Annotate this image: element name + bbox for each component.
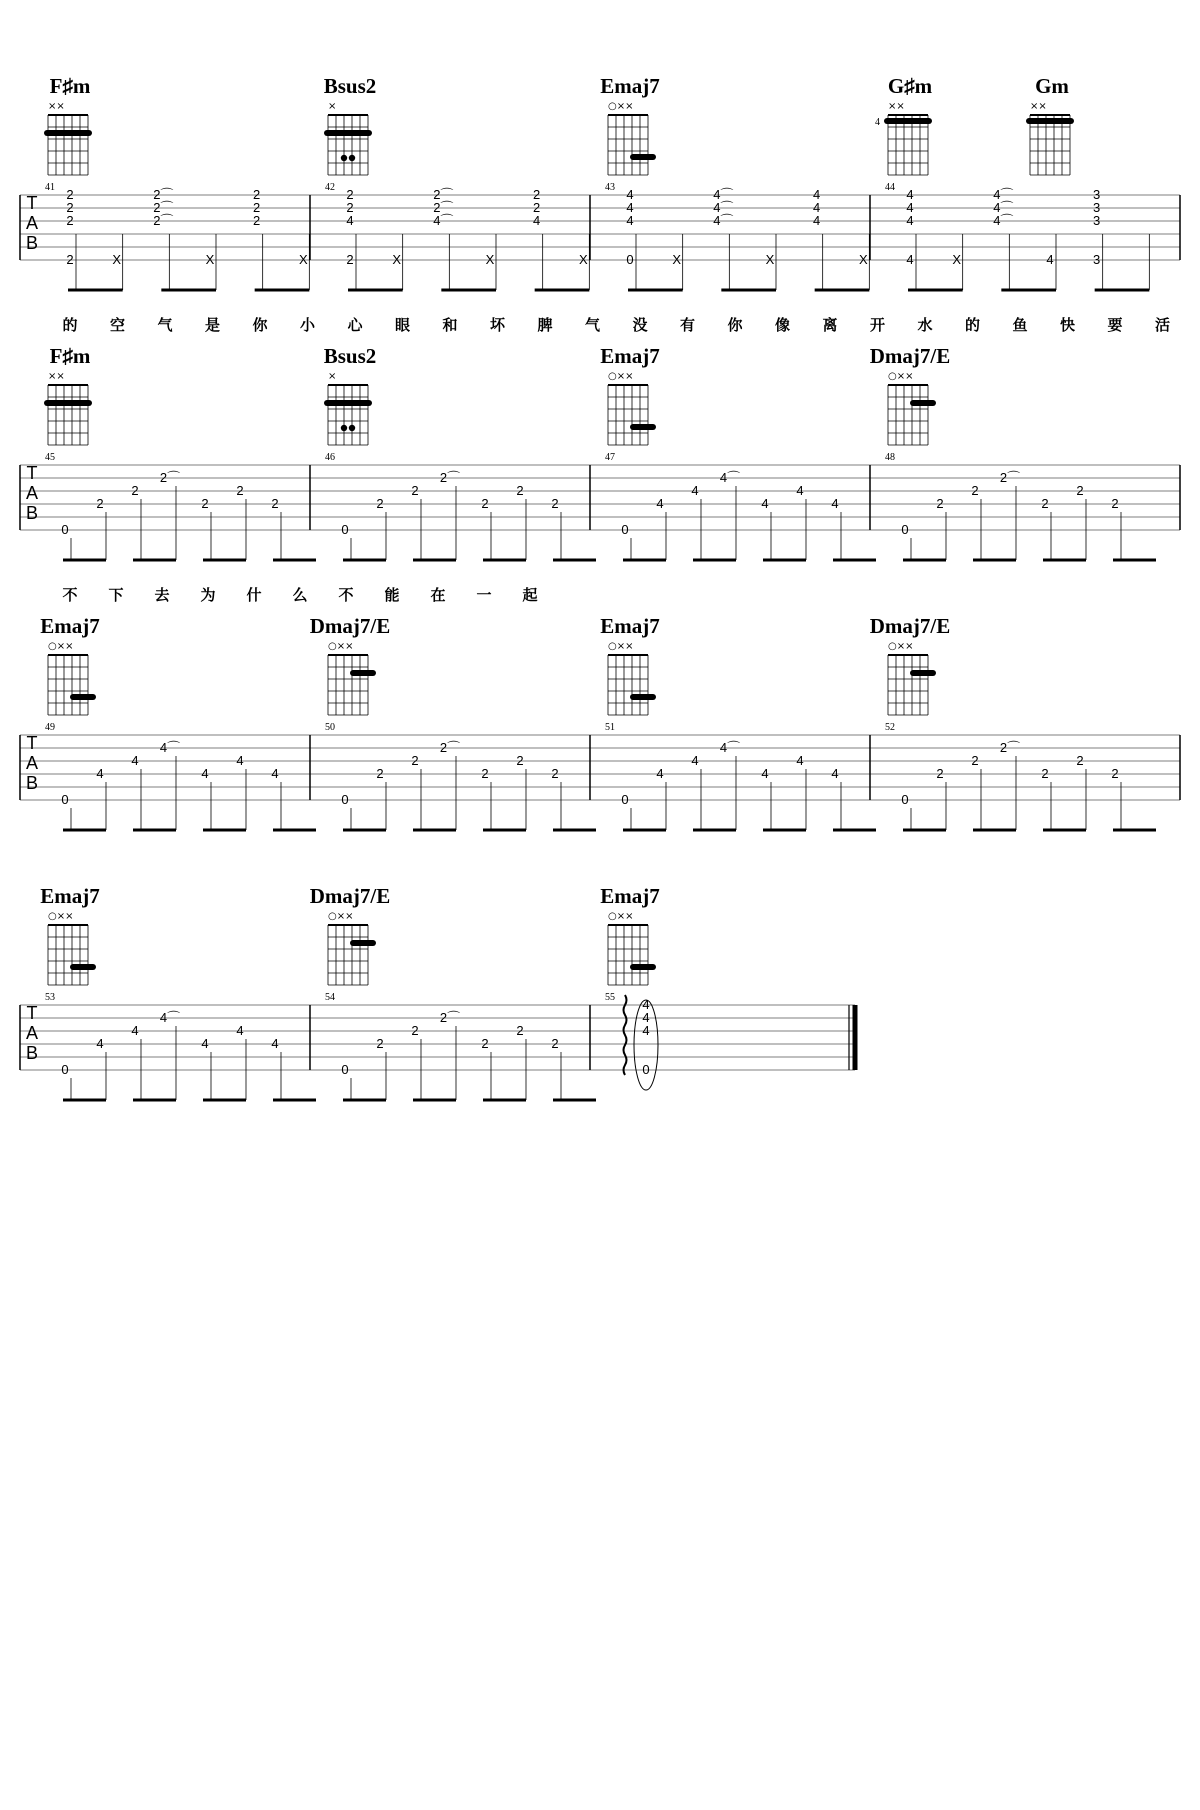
chord-diagram xyxy=(888,655,936,715)
tab-note: 2 xyxy=(66,252,74,267)
tab-note: 2 xyxy=(481,1036,489,1051)
tab-note: 2 xyxy=(411,1023,419,1038)
finger-bar xyxy=(70,694,96,700)
lyric-char: 的 xyxy=(964,316,981,334)
tab-note: 4⌒ xyxy=(713,213,734,228)
chord-diagram xyxy=(44,115,92,175)
tab-note: 2 xyxy=(481,766,489,781)
chord-name: G♯m xyxy=(887,74,933,98)
tab-note: X xyxy=(205,252,215,267)
string-markers: ○×× xyxy=(48,641,74,652)
barre xyxy=(324,130,372,136)
finger-bar xyxy=(630,964,656,970)
tab-note: 0 xyxy=(341,522,349,537)
tab-note: 2 xyxy=(201,496,209,511)
tab-note: 4 xyxy=(626,213,634,228)
tab-note: 4 xyxy=(761,766,769,781)
lyric-char: 去 xyxy=(154,586,170,604)
string-markers: ×× xyxy=(48,101,65,112)
finger-dot xyxy=(349,155,355,161)
tab-note: 2 xyxy=(411,753,419,768)
tab-note: 2 xyxy=(1076,753,1084,768)
barre xyxy=(884,118,932,124)
tab-note: 2 xyxy=(1111,766,1119,781)
chord-name: Gm xyxy=(1035,74,1069,98)
measure-number: 48 xyxy=(885,452,895,463)
lyric-char: 气 xyxy=(584,316,601,334)
tab-note: X xyxy=(578,252,588,267)
tab-note: 4 xyxy=(201,766,209,781)
tab-note: X xyxy=(858,252,868,267)
tab-note: 2⌒ xyxy=(433,200,454,215)
tab-note: 4 xyxy=(761,496,769,511)
tab-note: 4 xyxy=(796,753,804,768)
lyric-char: 有 xyxy=(679,316,696,334)
tab-note: 2 xyxy=(516,753,524,768)
chord-name: Emaj7 xyxy=(600,74,660,98)
tab-note: X xyxy=(952,252,962,267)
tab-note: 2 xyxy=(253,200,261,215)
tab-note: 2 xyxy=(346,200,354,215)
tab-note: 4 xyxy=(236,753,244,768)
tab-note: 4 xyxy=(96,766,104,781)
lyric-char: 脾 xyxy=(537,316,553,334)
tab-note: 0 xyxy=(341,792,349,807)
tab-note: 4 xyxy=(796,483,804,498)
measure-number: 53 xyxy=(45,992,55,1003)
chord-diagram xyxy=(608,655,656,715)
lyric-char: 像 xyxy=(774,316,791,334)
tab-letter: B xyxy=(25,233,39,253)
chord-name: Emaj7 xyxy=(600,884,660,908)
tab-letter: B xyxy=(25,503,39,523)
tab-note: 2 xyxy=(346,187,354,202)
measure-number: 41 xyxy=(45,182,55,193)
tab-note: 2 xyxy=(131,483,139,498)
tab-note: 4 xyxy=(691,483,699,498)
tab-letter: T xyxy=(26,733,38,753)
measure-number: 50 xyxy=(325,722,335,733)
tab-note: 0 xyxy=(626,252,634,267)
lyric-char: 下 xyxy=(108,586,124,604)
tab-note: 2⌒ xyxy=(999,470,1021,485)
tab-note: 4⌒ xyxy=(719,470,741,485)
tab-note: 2⌒ xyxy=(159,470,181,485)
lyric-char: 是 xyxy=(204,316,221,334)
lyric-char: 什 xyxy=(246,586,262,604)
finger-bar xyxy=(630,424,656,430)
tab-note: 3 xyxy=(1093,200,1101,215)
lyric-char: 水 xyxy=(917,316,933,334)
tab-note: 2 xyxy=(1076,483,1084,498)
arpeggio-note: 4 xyxy=(642,1010,650,1025)
tab-note: 2 xyxy=(551,766,559,781)
tab-note: 2⌒ xyxy=(439,1010,461,1025)
tab-note: 2 xyxy=(236,483,244,498)
tab-letter: B xyxy=(25,1043,39,1063)
tab-letter: T xyxy=(26,1003,38,1023)
tab-note: 3 xyxy=(1093,252,1101,267)
barre xyxy=(44,130,92,136)
tab-note: 2⌒ xyxy=(153,213,174,228)
tab-note: 4 xyxy=(906,200,914,215)
tab-note: 4⌒ xyxy=(433,213,454,228)
lyric-char: 快 xyxy=(1059,316,1076,334)
measure-number: 54 xyxy=(325,992,335,1003)
string-markers: ○×× xyxy=(608,911,634,922)
tab-note: 4⌒ xyxy=(993,200,1014,215)
chord-name: F♯m xyxy=(49,344,91,368)
tab-letter: A xyxy=(25,483,39,503)
string-markers: ×× xyxy=(48,371,65,382)
lyric-char: 不 xyxy=(62,586,78,604)
tab-note: 2 xyxy=(253,187,261,202)
tab-note: 4 xyxy=(813,200,821,215)
chord-diagram xyxy=(48,655,96,715)
lyric-char: 你 xyxy=(727,316,743,334)
tab-note: 4 xyxy=(201,1036,209,1051)
tab-note: 4 xyxy=(271,1036,279,1051)
tab-note: 3 xyxy=(1093,187,1101,202)
barre xyxy=(324,400,372,406)
arpeggio-note: 0 xyxy=(642,1062,650,1077)
chord-diagram xyxy=(328,925,376,985)
chord-name: Dmaj7/E xyxy=(309,884,391,908)
lyric-char: 和 xyxy=(442,316,458,334)
tab-note: 0 xyxy=(621,522,629,537)
finger-bar xyxy=(910,670,936,676)
tab-note: 4⌒ xyxy=(993,213,1014,228)
string-markers: ○×× xyxy=(888,371,914,382)
measure-number: 43 xyxy=(605,182,615,193)
chord-name: Dmaj7/E xyxy=(869,614,951,638)
chord-name: Emaj7 xyxy=(40,884,100,908)
chord-diagram xyxy=(608,115,656,175)
tab-note: 0 xyxy=(61,1062,69,1077)
tab-note: 0 xyxy=(901,792,909,807)
lyric-char: 离 xyxy=(822,316,838,334)
tab-letter: T xyxy=(26,463,38,483)
tab-note: 2 xyxy=(1041,496,1049,511)
tab-note: 2 xyxy=(376,1036,384,1051)
tab-note: 4 xyxy=(656,496,664,511)
tab-note: 4 xyxy=(906,252,914,267)
string-markers: × xyxy=(328,101,337,112)
string-markers: ○×× xyxy=(328,641,354,652)
lyric-char: 要 xyxy=(1107,316,1123,334)
tab-note: 2 xyxy=(971,753,979,768)
string-markers: ○×× xyxy=(328,911,354,922)
chord-name: Dmaj7/E xyxy=(309,614,391,638)
tab-note: 2 xyxy=(971,483,979,498)
finger-bar xyxy=(630,694,656,700)
finger-bar xyxy=(350,940,376,946)
lyric-char: 不 xyxy=(338,586,354,604)
lyric-char: 么 xyxy=(292,586,308,604)
tab-note: X xyxy=(298,252,308,267)
tab-note: 0 xyxy=(61,792,69,807)
lyric-char: 起 xyxy=(522,586,538,604)
tab-note: 2 xyxy=(346,252,354,267)
tab-note: X xyxy=(485,252,495,267)
tab-note: 2 xyxy=(481,496,489,511)
lyric-char: 气 xyxy=(157,316,173,334)
tab-letter: A xyxy=(25,213,39,233)
tab-note: 2 xyxy=(376,766,384,781)
tab-note: 0 xyxy=(61,522,69,537)
tab-note: 2 xyxy=(96,496,104,511)
tab-note: 4 xyxy=(831,496,839,511)
chord-diagram xyxy=(324,115,372,175)
lyric-char: 空 xyxy=(109,316,126,334)
lyric-char: 坏 xyxy=(489,316,506,334)
tab-note: 4 xyxy=(131,1023,139,1038)
string-markers: ×× xyxy=(888,101,905,112)
tab-note: 2⌒ xyxy=(433,187,454,202)
string-markers: ○×× xyxy=(48,911,74,922)
finger-bar xyxy=(350,670,376,676)
tab-note: 2 xyxy=(516,483,524,498)
tab-note: X xyxy=(392,252,402,267)
arpeggio-wave xyxy=(624,995,627,1075)
tab-note: 4 xyxy=(533,213,541,228)
tab-note: 4 xyxy=(346,213,354,228)
tab-note: 2⌒ xyxy=(153,187,174,202)
tab-note: 2 xyxy=(411,483,419,498)
tab-note: 4 xyxy=(656,766,664,781)
chord-name: Emaj7 xyxy=(40,614,100,638)
lyric-char: 在 xyxy=(430,586,446,604)
lyric-char: 小 xyxy=(299,316,316,334)
tab-note: 4 xyxy=(131,753,139,768)
tab-note: 2 xyxy=(253,213,261,228)
chord-diagram xyxy=(48,925,96,985)
chord-diagram xyxy=(1026,115,1074,175)
tab-note: 4 xyxy=(831,766,839,781)
chord-name: Emaj7 xyxy=(600,344,660,368)
tab-note: 2 xyxy=(66,187,74,202)
measure-number: 44 xyxy=(885,182,895,193)
tab-note: 4⌒ xyxy=(159,1010,181,1025)
string-markers: ○×× xyxy=(608,101,634,112)
lyric-char: 眼 xyxy=(394,316,411,334)
chord-diagram xyxy=(888,385,936,445)
finger-bar xyxy=(70,964,96,970)
tab-note: 2 xyxy=(551,1036,559,1051)
tab-note: 0 xyxy=(341,1062,349,1077)
tab-note: 4 xyxy=(626,200,634,215)
tab-note: 2 xyxy=(1041,766,1049,781)
tab-letter: A xyxy=(25,1023,39,1043)
tab-note: 2 xyxy=(551,496,559,511)
tab-note: 2 xyxy=(66,213,74,228)
finger-bar xyxy=(630,154,656,160)
tab-note: 2 xyxy=(1111,496,1119,511)
tab-note: 4 xyxy=(906,187,914,202)
finger-dot xyxy=(341,155,347,161)
measure-number: 42 xyxy=(325,182,335,193)
chord-name: Emaj7 xyxy=(600,614,660,638)
tab-note: 2 xyxy=(936,496,944,511)
fret-position: 4 xyxy=(875,117,880,128)
finger-dot xyxy=(349,425,355,431)
lyric-char: 能 xyxy=(384,586,400,604)
chord-name: Dmaj7/E xyxy=(869,344,951,368)
tab-note: 4⌒ xyxy=(713,200,734,215)
string-markers: × xyxy=(328,371,337,382)
tab-note: 2 xyxy=(516,1023,524,1038)
string-markers: ○×× xyxy=(608,641,634,652)
tab-note: 4⌒ xyxy=(719,740,741,755)
tab-note: 4⌒ xyxy=(993,187,1014,202)
tab-note: X xyxy=(672,252,682,267)
tab-note: 4 xyxy=(626,187,634,202)
tab-note: 2⌒ xyxy=(439,740,461,755)
tab-letter: A xyxy=(25,753,39,773)
finger-dot xyxy=(341,425,347,431)
tab-note: 4 xyxy=(1046,252,1054,267)
tab-note: X xyxy=(765,252,775,267)
tab-note: 4 xyxy=(236,1023,244,1038)
lyric-char: 一 xyxy=(476,586,492,604)
tab-note: 4⌒ xyxy=(159,740,181,755)
measure-number: 47 xyxy=(605,452,615,463)
tab-note: 4 xyxy=(271,766,279,781)
lyric-char: 没 xyxy=(632,316,648,334)
chord-name: F♯m xyxy=(49,74,91,98)
chord-name: Bsus2 xyxy=(323,74,377,98)
tab-note: 4 xyxy=(906,213,914,228)
lyric-char: 鱼 xyxy=(1012,316,1028,334)
chord-diagram xyxy=(44,385,92,445)
barre xyxy=(1026,118,1074,124)
measure-number: 46 xyxy=(325,452,335,463)
measure-number: 45 xyxy=(45,452,55,463)
tab-letter: T xyxy=(26,193,38,213)
lyric-char: 心 xyxy=(347,316,363,334)
tab-note: 4 xyxy=(813,187,821,202)
chord-diagram xyxy=(875,115,932,175)
tab-note: 4 xyxy=(691,753,699,768)
tab-letter: B xyxy=(25,773,39,793)
tab-note: 0 xyxy=(901,522,909,537)
measure-number: 49 xyxy=(45,722,55,733)
measure-number: 52 xyxy=(885,722,895,733)
measure-number: 51 xyxy=(605,722,615,733)
tab-note: 2⌒ xyxy=(999,740,1021,755)
tab-note: 4 xyxy=(96,1036,104,1051)
lyric-char: 开 xyxy=(869,316,886,334)
lyric-char: 为 xyxy=(200,586,216,604)
tab-note: 4 xyxy=(813,213,821,228)
tab-note: 2⌒ xyxy=(439,470,461,485)
chord-diagram xyxy=(324,385,372,445)
string-markers: ○×× xyxy=(608,371,634,382)
finger-bar xyxy=(910,400,936,406)
tab-note: 2 xyxy=(936,766,944,781)
arpeggio-note: 4 xyxy=(642,997,650,1012)
tab-note: 4⌒ xyxy=(713,187,734,202)
arpeggio-note: 4 xyxy=(642,1023,650,1038)
tab-note: 2 xyxy=(376,496,384,511)
tab-note: 2 xyxy=(66,200,74,215)
barre xyxy=(44,400,92,406)
lyric-char: 你 xyxy=(252,316,268,334)
measure-number: 55 xyxy=(605,992,615,1003)
tab-note: 3 xyxy=(1093,213,1101,228)
tab-note: 2 xyxy=(533,200,541,215)
lyric-char: 的 xyxy=(62,316,78,334)
tab-note: 2⌒ xyxy=(153,200,174,215)
string-markers: ○×× xyxy=(888,641,914,652)
tab-note: 2 xyxy=(271,496,279,511)
chord-diagram xyxy=(608,385,656,445)
chord-diagram xyxy=(328,655,376,715)
chord-diagram xyxy=(608,925,656,985)
tab-note: 2 xyxy=(533,187,541,202)
string-markers: ×× xyxy=(1030,101,1047,112)
chord-name: Bsus2 xyxy=(323,344,377,368)
tab-note: 0 xyxy=(621,792,629,807)
lyric-char: 活 xyxy=(1154,316,1171,334)
tab-note: X xyxy=(112,252,122,267)
